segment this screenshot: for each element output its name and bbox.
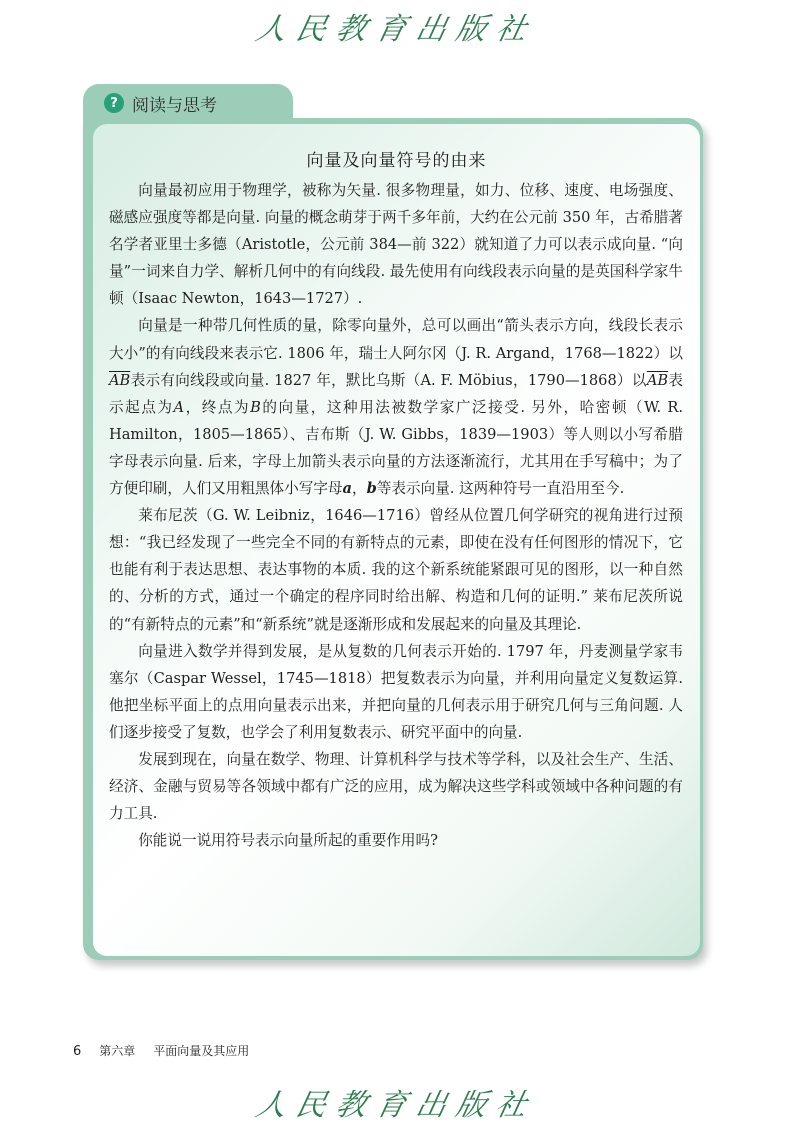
paragraph-2: 向量是一种带几何性质的量，除零向量外，总可以画出“箭头表示方向，线段长表示大小”的有向线段来表示它. 1806 年，瑞士人阿尔冈（J. R. Argand，1768—1822）以$\overline{AB}$表示有向线段或向量. 1827 年，默比乌斯（A. F. Möbius，1790—1868）以$\overline{AB}$表示起点为A，终点为B的向量，这种用法被数学家广泛接受. 另外，哈密顿（W. R. Hamilton，1805—1865）、吉布斯（J. W. Gibbs，1839—1903）等人则以小写希腊字母表示向量. 后来，字母上加箭头表示向量的方法逐渐流行，尤其用在手写稿中；为了方便印刷，人们又用粗黑体小写字母a，b等表示向量. 这两种符号一直沿用至今. [109,317,683,498]
vector-ab-notation: $\overline{AB}$ [109,371,131,389]
section-tab-header [104,88,217,118]
question-book-icon: ? [104,93,124,113]
paragraph-5: 发展到现在，向量在数学、物理、计算机科学与技术等学科，以及社会生产、生活、经济、金融与贸易等各领域中都有广泛的应用，成为解决这些学科或领域中各种问题的有力工具. [109,750,683,823]
paragraph-4: 向量进入数学并得到发展，是从复数的几何表示开始的. 1797 年，丹麦测量学家韦塞尔（Caspar Wessel，1745—1818）把复数表示为向量，并利用向量定义复数运算. 他把坐标平面上的点用向量表示出来，并把向量的几何表示用于研究几何与三角问题. 人们逐步接受了复数，也学会了利用复数表示、研究平面中的向量. [109,642,683,741]
section-tab-label: 阅读与思考 [132,95,217,116]
chapter-title: 平面向量及其应用 [153,1044,250,1058]
paragraph-6-question: 你能说一说用符号表示向量所起的重要作用吗? [138,832,438,850]
paragraph-1: 向量最初应用于物理学，被称为矢量. 很多物理量，如力、位移、速度、电场强度、磁感应强度等都是向量. 向量的概念萌芽于两千多年前，大约在公元前 350 年，古希腊著名学者亚里士多德（Aristotle，公元前 384—前 322）就知道了力可以表示成向量. “向量”一词来自力学、解析几何中的有向线段. 最先使用有向线段表示向量的是英国科学家牛顿（Isaac Newton，1643—1727）. [109,182,683,308]
publisher-watermark-top: 人民教育出版社 [252,12,540,47]
article-title: 向量及向量符号的由来 [306,151,487,171]
article-body [109,177,683,854]
paragraph-3: 莱布尼茨（G. W. Leibniz，1646—1716）曾经从位置几何学研究的视角进行过预想：“我已经发现了一些完全不同的有新特点的元素，即使在没有任何图形的情况下，它也能有利于表达思想、表达事物的本质. 我的这个新系统能紧跟可见的图形，以一种自然的、分析的方式，通过一个确定的程序同时给出解、构造和几何的证明.” 莱布尼茨所说的“有新特点的元素”和“新系统”就是逐渐形成和发展起来的向量及其理论. [109,507,683,633]
publisher-watermark-bottom: 人民教育出版社 [252,1088,540,1123]
page-footer [73,1042,249,1059]
vector-ab-notation: $\overline{AB}$ [646,371,669,389]
chapter-label: 第六章 [99,1044,136,1058]
page-number: 6 [73,1044,82,1059]
